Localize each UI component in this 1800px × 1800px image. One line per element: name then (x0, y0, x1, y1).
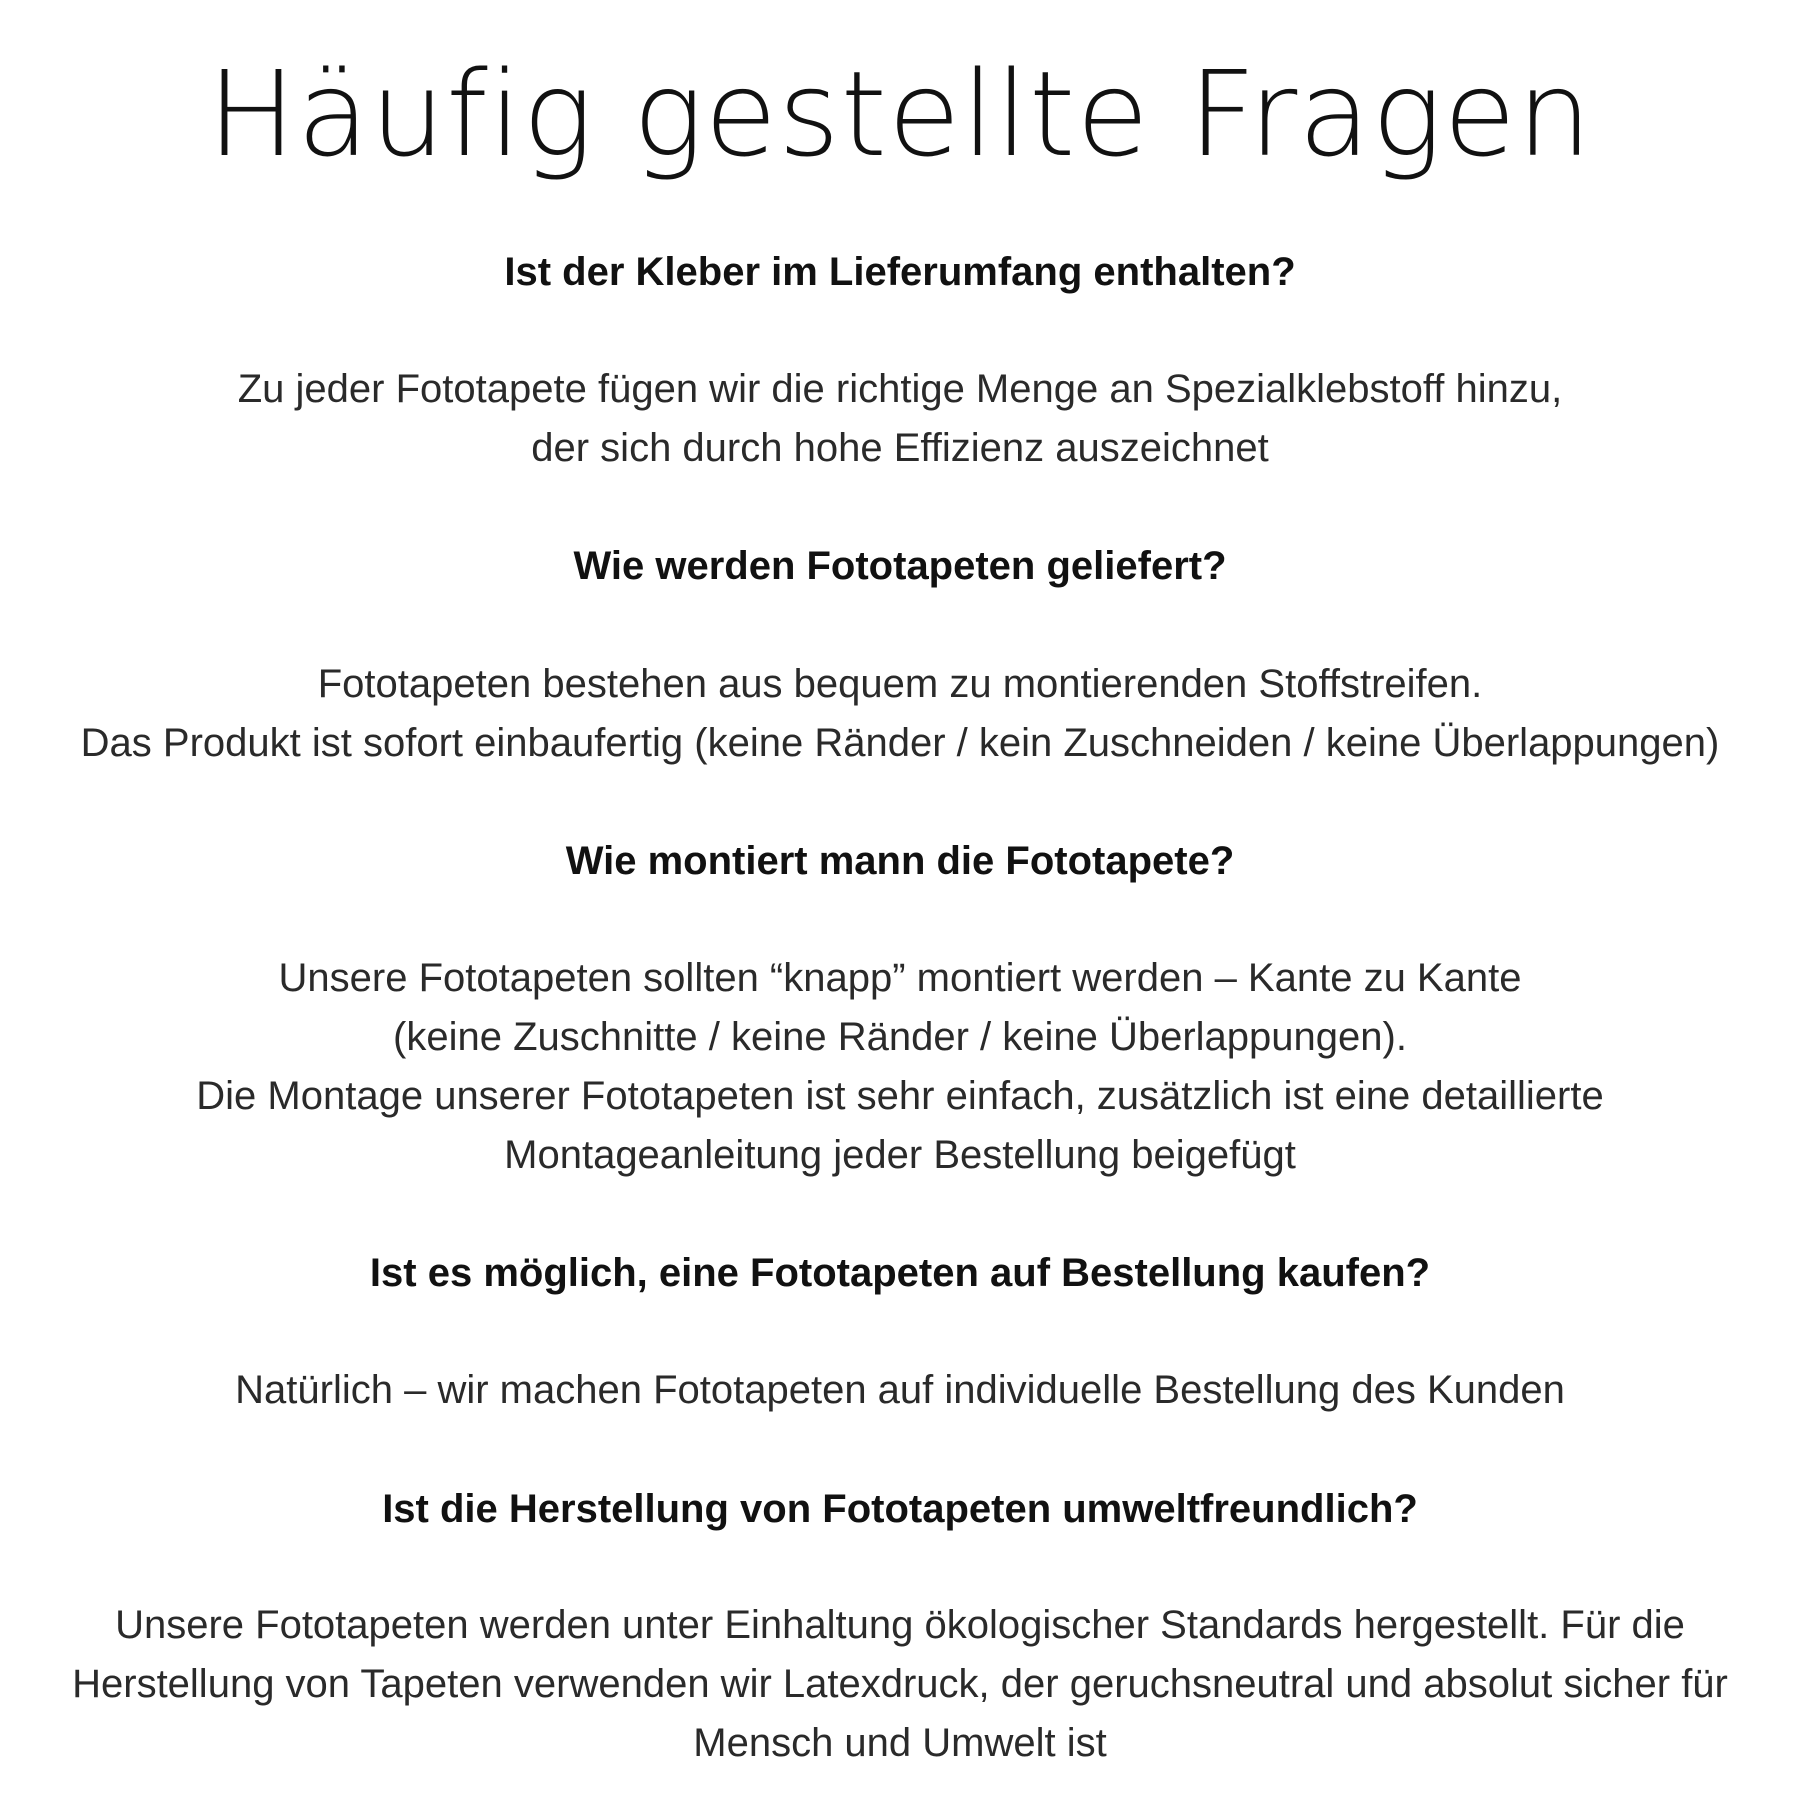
faq-answer-5-line-2: Herstellung von Tapeten verwenden wir Latexdruck, der geruchsneutral und absolut sicher für (72, 1662, 1728, 1706)
faq-question-1: Ist der Kleber im Lieferumfang enthalten? (504, 250, 1296, 294)
faq-answer-5-line-3: Mensch und Umwelt ist (693, 1721, 1107, 1765)
faq-answer-3 (0, 949, 1800, 1185)
faq-question-2: Wie werden Fototapeten geliefert? (573, 544, 1227, 588)
faq-answer-4 (0, 1361, 1800, 1420)
faq-answer-1-line-1: Zu jeder Fototapete fügen wir die richtige Menge an Spezialklebstoff hinzu, (237, 367, 1563, 411)
faq-answer-5 (0, 1596, 1800, 1773)
faq-answer-2-line-1: Fototapeten bestehen aus bequem zu montierenden Stoffstreifen. (317, 662, 1483, 706)
faq-question-5: Ist die Herstellung von Fototapeten umweltfreundlich? (382, 1487, 1418, 1531)
faq-answer-3-line-1: Unsere Fototapeten sollten “knapp” montiert werden – Kante zu Kante (278, 956, 1522, 1000)
faq-question-4: Ist es möglich, eine Fototapeten auf Bestellung kaufen? (369, 1251, 1431, 1295)
faq-answer-4-line-1: Natürlich – wir machen Fototapeten auf individuelle Bestellung des Kunden (235, 1368, 1565, 1412)
faq-answer-3-line-3: Die Montage unserer Fototapeten ist sehr einfach, zusätzlich ist eine detaillierte (196, 1074, 1604, 1118)
faq-answer-2-line-2: Das Produkt ist sofort einbaufertig (keine Ränder / kein Zuschneiden / keine Überlappungen) (80, 721, 1720, 765)
faq-answer-3-line-2: (keine Zuschnitte / keine Ränder / keine Überlappungen). (393, 1015, 1407, 1059)
faq-answer-1-line-2: der sich durch hohe Effizienz auszeichnet (531, 426, 1269, 470)
faq-question-3: Wie montiert mann die Fototapete? (565, 839, 1235, 883)
faq-answer-5-line-1: Unsere Fototapeten werden unter Einhaltung ökologischer Standards hergestellt. Für die (115, 1603, 1685, 1647)
faq-answer-3-line-4: Montageanleitung jeder Bestellung beigefügt (504, 1133, 1296, 1177)
page-title: Häufig gestellte Fragen (207, 45, 1593, 183)
faq-answer-1 (0, 360, 1800, 478)
faq-answer-2 (0, 655, 1800, 773)
